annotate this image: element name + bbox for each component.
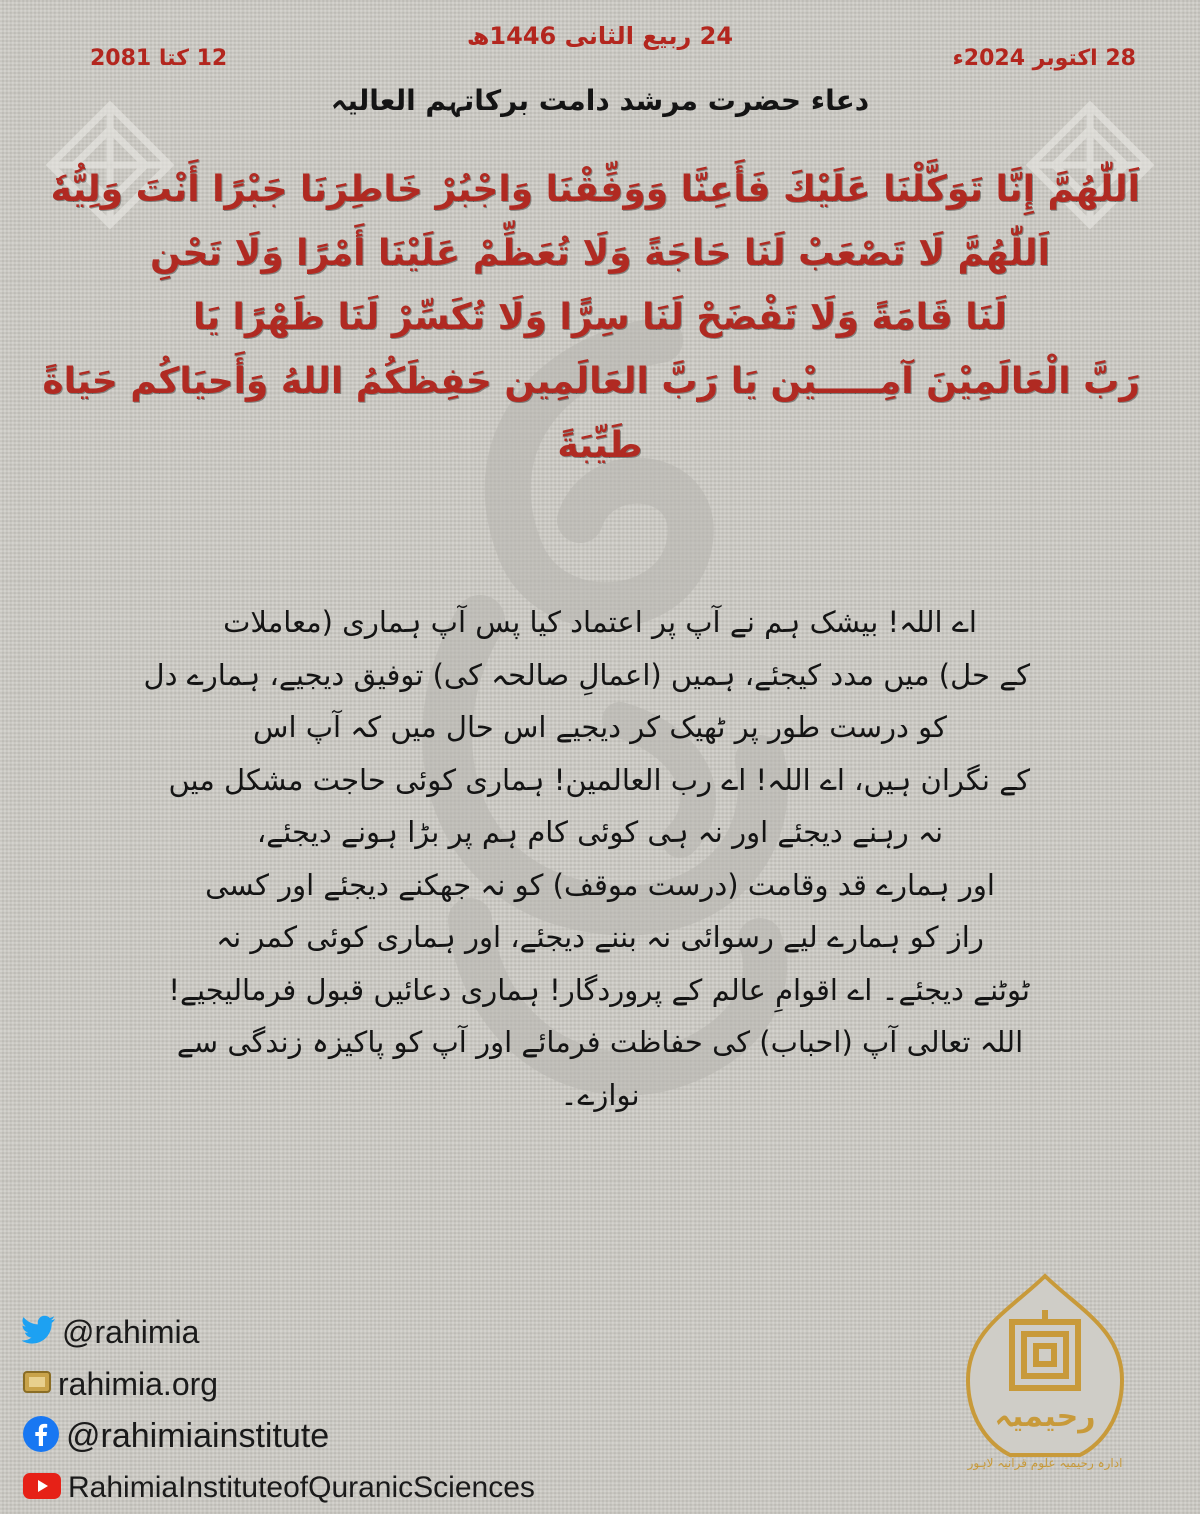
twitter-bird-icon (22, 1315, 56, 1349)
logo-name: رحیمیہ (994, 1399, 1096, 1434)
urdu-line: کے نگران ہیں، اے اللہ! اے رب العالمین! ہماری کوئی حاجت مشکل میں (168, 762, 1030, 797)
logo-subtitle: ادارہ رحیمیہ علوم قرآنیہ لاہور (967, 1456, 1123, 1470)
urdu-line: نوازے۔ (560, 1077, 640, 1112)
web-globe-icon (22, 1369, 52, 1399)
bikrami-date: 12 کتا 2081 (90, 46, 228, 71)
facebook-handle: @rahimiainstitute (66, 1416, 330, 1455)
dua-title: دعاء حضرت مرشد دامت برکاتہم العالیہ (330, 84, 870, 117)
urdu-line: اللہ تعالی آپ (احباب) کی حفاظت فرمائے اور آپ کو پاکیزہ زندگی سے (176, 1025, 1024, 1059)
facebook-icon (22, 1415, 60, 1457)
arabic-line: لَنَا قَامَةً وَلَا تَفْضَحْ لَنَا سِرًّا وَلَا تُكَسِّرْ لَنَا ظَهْرًا يَا (192, 297, 1007, 338)
twitter-link[interactable] (22, 1306, 662, 1358)
website-url: rahimia.org (58, 1365, 219, 1402)
hijri-date: 24 ربیع الثانی 1446ھ (466, 22, 734, 50)
urdu-line: اور ہمارے قد وقامت (درست موقف) کو نہ جھکنے دیجئے اور کسی (205, 867, 995, 902)
urdu-line: کو درست طور پر ٹھیک کر دیجیے اس حال میں کہ آپ اس (253, 710, 947, 744)
youtube-icon (22, 1472, 62, 1504)
arabic-line: رَبَّ الْعَالَمِيْنَ آمِـــــيْن يَا رَبَّ العَالَمِين حَفِظَكُمُ اللهُ وَأَحيَاكُم حَيَاةً (42, 361, 1140, 402)
urdu-line: ٹوٹنے دیجئے۔ اے اقوامِ عالم کے پروردگار! ہماری دعائیں قبول فرمالیجیے! (168, 972, 1030, 1007)
urdu-line: کے حل) میں مدد کیجئے، ہمیں (اعمالِ صالحہ کی) توفیق دیجیے، ہمارے دل (143, 657, 1030, 692)
arabic-line: طَيِّبَةً (557, 425, 643, 466)
urdu-line: اے اللہ! بیشک ہم نے آپ پر اعتماد کیا پس آپ ہماری (معاملات (223, 605, 977, 639)
youtube-channel: RahimiaInstituteofQuranicSciences (68, 1471, 535, 1504)
arabic-line: اَللّٰهُمَّ لَا تَصْعَبْ لَنَا حَاجَةً وَلَا تُعَظِّمْ عَلَيْنَا أَمْرًا وَلَا تَحْنِ (150, 233, 1050, 274)
arabic-dua (42, 158, 1140, 478)
youtube-link[interactable] (22, 1462, 662, 1514)
gregorian-date: 28 اکتوبر 2024ء (952, 46, 1136, 71)
twitter-handle: @rahimia (62, 1313, 200, 1350)
social-links (22, 1306, 662, 1514)
website-link[interactable] (22, 1358, 662, 1410)
facebook-link[interactable] (22, 1410, 662, 1462)
urdu-line: نہ رہنے دیجئے اور نہ ہی کوئی کام ہم پر بڑا ہونے دیجئے، (256, 815, 944, 849)
rahimia-logo (950, 1270, 1140, 1490)
urdu-translation (143, 596, 1030, 1121)
urdu-line: راز کو ہمارے لیے رسوائی نہ بننے دیجئے، اور ہماری کوئی کمر نہ (216, 920, 984, 954)
arabic-line: اَللّٰهُمَّ إِنَّا تَوَكَّلْنَا عَلَيْكَ فَأَعِنَّا وَوَفِّقْنَا وَاجْبُرْ خَاطِرَنَا جَبْرًا أَنْتَ وَلِيُّهٗ (50, 169, 1140, 210)
